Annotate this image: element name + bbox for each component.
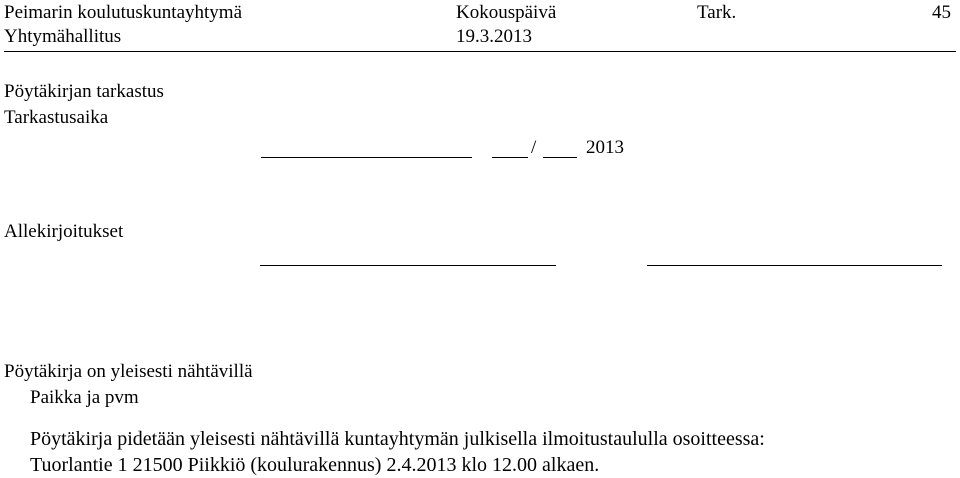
page-number: 45 <box>932 2 951 23</box>
review-date-blank <box>261 157 472 158</box>
signature-line-1 <box>260 265 556 266</box>
signature-line-2 <box>647 265 942 266</box>
meeting-date: 19.3.2013 <box>456 26 532 47</box>
meeting-label: Kokouspäivä <box>456 2 557 23</box>
check-label: Tark. <box>697 2 737 23</box>
public-display-text-line-2: Tuorlantie 1 21500 Piikkiö (koulurakennus) 2.4.2013 klo 12.00 alkaen. <box>30 454 600 476</box>
organization-name: Peimarin koulutuskuntayhtymä <box>4 2 243 23</box>
review-heading: Pöytäkirjan tarkastus <box>4 81 164 102</box>
review-day-blank <box>492 157 528 158</box>
public-display-text-line-1: Pöytäkirja pidetään yleisesti nähtävillä kuntayhtymän julkisella ilmoitustaululla osoitteessa: <box>30 428 765 450</box>
review-year: 2013 <box>586 137 624 158</box>
public-display-heading: Pöytäkirja on yleisesti nähtävillä <box>4 361 253 382</box>
place-date-label: Paikka ja pvm <box>30 387 139 408</box>
header-divider <box>4 51 956 52</box>
review-date-separator: / <box>531 137 537 158</box>
body-name: Yhtymähallitus <box>4 26 122 47</box>
signatures-heading: Allekirjoitukset <box>4 221 124 242</box>
review-time-label: Tarkastusaika <box>4 107 109 128</box>
review-month-blank <box>543 157 577 158</box>
